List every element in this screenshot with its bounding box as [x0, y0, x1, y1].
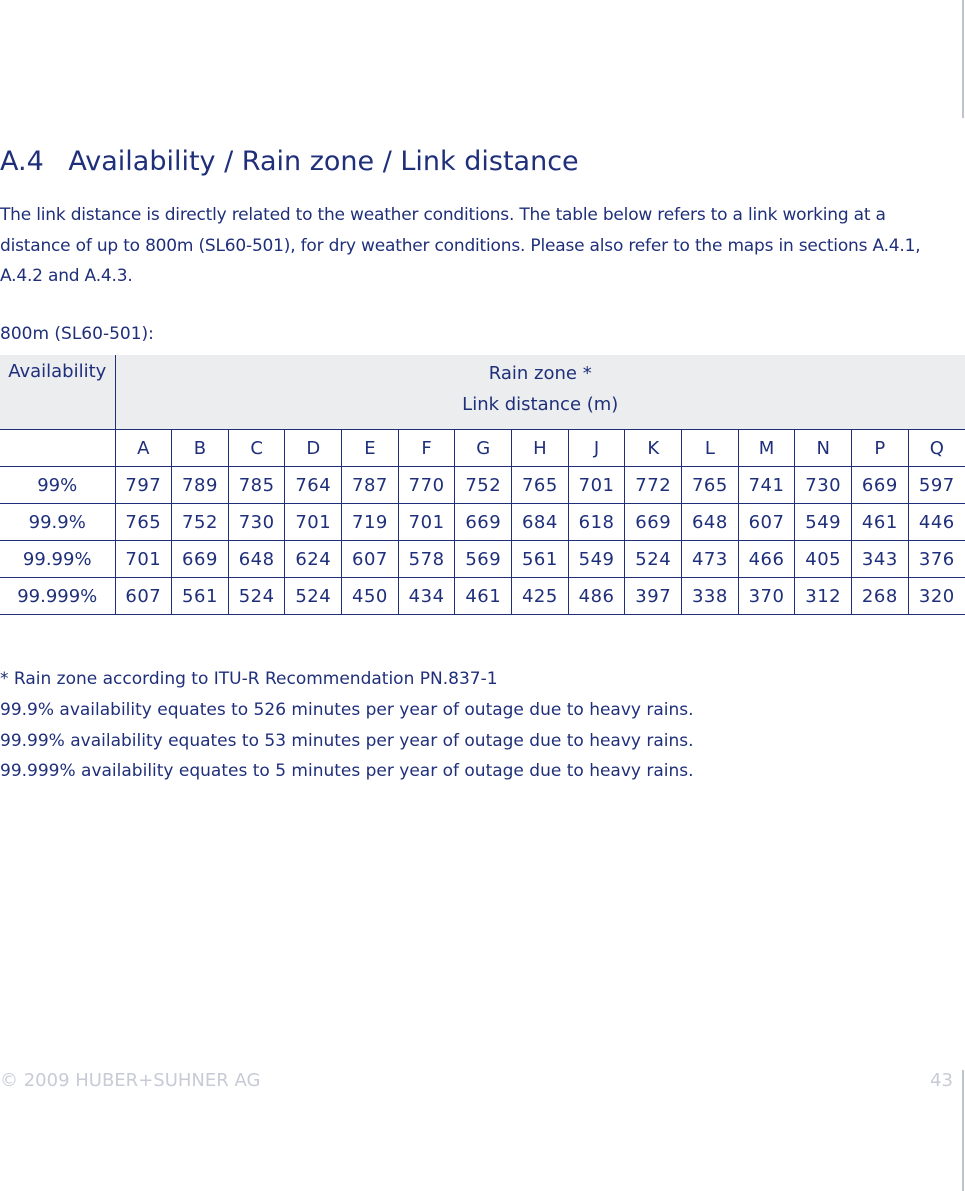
distance-cell: 772: [625, 467, 682, 504]
margin-rule-bottom: [962, 1070, 964, 1191]
distance-cell: 486: [568, 578, 625, 615]
zone-header: L: [682, 430, 739, 467]
zone-header: M: [738, 430, 795, 467]
table-row: [0, 578, 965, 615]
distance-cell: 730: [795, 467, 852, 504]
rain-zone-header: [115, 355, 965, 430]
zone-header: P: [852, 430, 909, 467]
note-99-999: 99.999% availability equates to 5 minutes per year of outage due to heavy rains.: [0, 761, 694, 782]
distance-cell: 425: [512, 578, 569, 615]
distance-cell: 752: [455, 467, 512, 504]
availability-cell: 99%: [0, 467, 115, 504]
distance-cell: 338: [682, 578, 739, 615]
distance-cell: 561: [172, 578, 229, 615]
distance-cell: 524: [285, 578, 342, 615]
distance-cell: 701: [398, 504, 455, 541]
distance-cell: 569: [455, 541, 512, 578]
distance-cell: 789: [172, 467, 229, 504]
distance-cell: 343: [852, 541, 909, 578]
distance-cell: 770: [398, 467, 455, 504]
distance-cell: 405: [795, 541, 852, 578]
zone-header: Q: [908, 430, 965, 467]
distance-cell: 607: [738, 504, 795, 541]
page-number: 43: [930, 1070, 953, 1091]
distance-cell: 461: [852, 504, 909, 541]
distance-cell: 741: [738, 467, 795, 504]
distance-cell: 787: [342, 467, 399, 504]
distance-cell: 648: [682, 504, 739, 541]
distance-cell: 765: [115, 504, 172, 541]
table-body: [0, 467, 965, 615]
distance-cell: 397: [625, 578, 682, 615]
zones-row-empty: [0, 430, 115, 467]
distance-cell: 607: [115, 578, 172, 615]
distance-cell: 607: [342, 541, 399, 578]
table-row: [0, 541, 965, 578]
distance-cell: 268: [852, 578, 909, 615]
distance-cell: 312: [795, 578, 852, 615]
distance-cell: 648: [228, 541, 285, 578]
zone-header: N: [795, 430, 852, 467]
distance-cell: 669: [455, 504, 512, 541]
table-row: [0, 467, 965, 504]
zone-header: D: [285, 430, 342, 467]
availability-cell: 99.999%: [0, 578, 115, 615]
distance-cell: 730: [228, 504, 285, 541]
section-title: Availability / Rain zone / Link distance: [68, 146, 579, 177]
distance-cell: 578: [398, 541, 455, 578]
zone-header: J: [568, 430, 625, 467]
distance-cell: 446: [908, 504, 965, 541]
distance-cell: 701: [568, 467, 625, 504]
distance-cell: 701: [285, 504, 342, 541]
zones-row: [0, 430, 965, 467]
distance-cell: 466: [738, 541, 795, 578]
distance-cell: 461: [455, 578, 512, 615]
intro-paragraph: The link distance is directly related to the weather conditions. The table below refers to a link working at a distance of up to 800m (SL60-501), for dry weather conditions. Please also refer to the maps in sections A.4.1, A.4.2 and A.4.3.: [0, 205, 921, 286]
distance-cell: 765: [512, 467, 569, 504]
note-99-9: 99.9% availability equates to 526 minutes per year of outage due to heavy rains.: [0, 699, 694, 720]
note-99-99: 99.99% availability equates to 53 minutes per year of outage due to heavy rains.: [0, 730, 694, 751]
rain-zone-table: [0, 355, 965, 615]
distance-cell: 549: [568, 541, 625, 578]
margin-rule-top: [962, 0, 964, 118]
rain-zone-label: Rain zone *: [488, 363, 592, 384]
distance-cell: 624: [285, 541, 342, 578]
distance-cell: 684: [512, 504, 569, 541]
distance-cell: 765: [682, 467, 739, 504]
zone-header: G: [455, 430, 512, 467]
zone-header: B: [172, 430, 229, 467]
note-rain-zone: * Rain zone according to ITU-R Recommendation PN.837-1: [0, 669, 498, 689]
distance-cell: 797: [115, 467, 172, 504]
table-row: [0, 504, 965, 541]
zone-header: A: [115, 430, 172, 467]
distance-cell: 764: [285, 467, 342, 504]
distance-cell: 669: [625, 504, 682, 541]
availability-cell: 99.9%: [0, 504, 115, 541]
section-number: A.4: [0, 146, 44, 177]
distance-cell: 669: [852, 467, 909, 504]
distance-cell: 618: [568, 504, 625, 541]
zone-header: H: [512, 430, 569, 467]
distance-cell: 669: [172, 541, 229, 578]
distance-cell: 450: [342, 578, 399, 615]
distance-cell: 701: [115, 541, 172, 578]
zone-header: C: [228, 430, 285, 467]
distance-cell: 370: [738, 578, 795, 615]
zone-header: E: [342, 430, 399, 467]
section-heading: [0, 146, 579, 177]
availability-header: Availability: [0, 355, 115, 430]
link-distance-label: Link distance (m): [462, 394, 619, 415]
distance-cell: 719: [342, 504, 399, 541]
distance-cell: 752: [172, 504, 229, 541]
zone-header: K: [625, 430, 682, 467]
distance-cell: 549: [795, 504, 852, 541]
availability-cell: 99.99%: [0, 541, 115, 578]
distance-cell: 524: [228, 578, 285, 615]
distance-cell: 320: [908, 578, 965, 615]
notes: [0, 664, 694, 787]
distance-cell: 434: [398, 578, 455, 615]
footer-copyright: © 2009 HUBER+SUHNER AG: [0, 1070, 261, 1091]
distance-cell: 561: [512, 541, 569, 578]
distance-cell: 524: [625, 541, 682, 578]
distance-cell: 473: [682, 541, 739, 578]
zone-header: F: [398, 430, 455, 467]
distance-cell: 597: [908, 467, 965, 504]
table-header-row: [0, 355, 965, 430]
distance-cell: 785: [228, 467, 285, 504]
table-caption: 800m (SL60-501):: [0, 324, 154, 344]
distance-cell: 376: [908, 541, 965, 578]
